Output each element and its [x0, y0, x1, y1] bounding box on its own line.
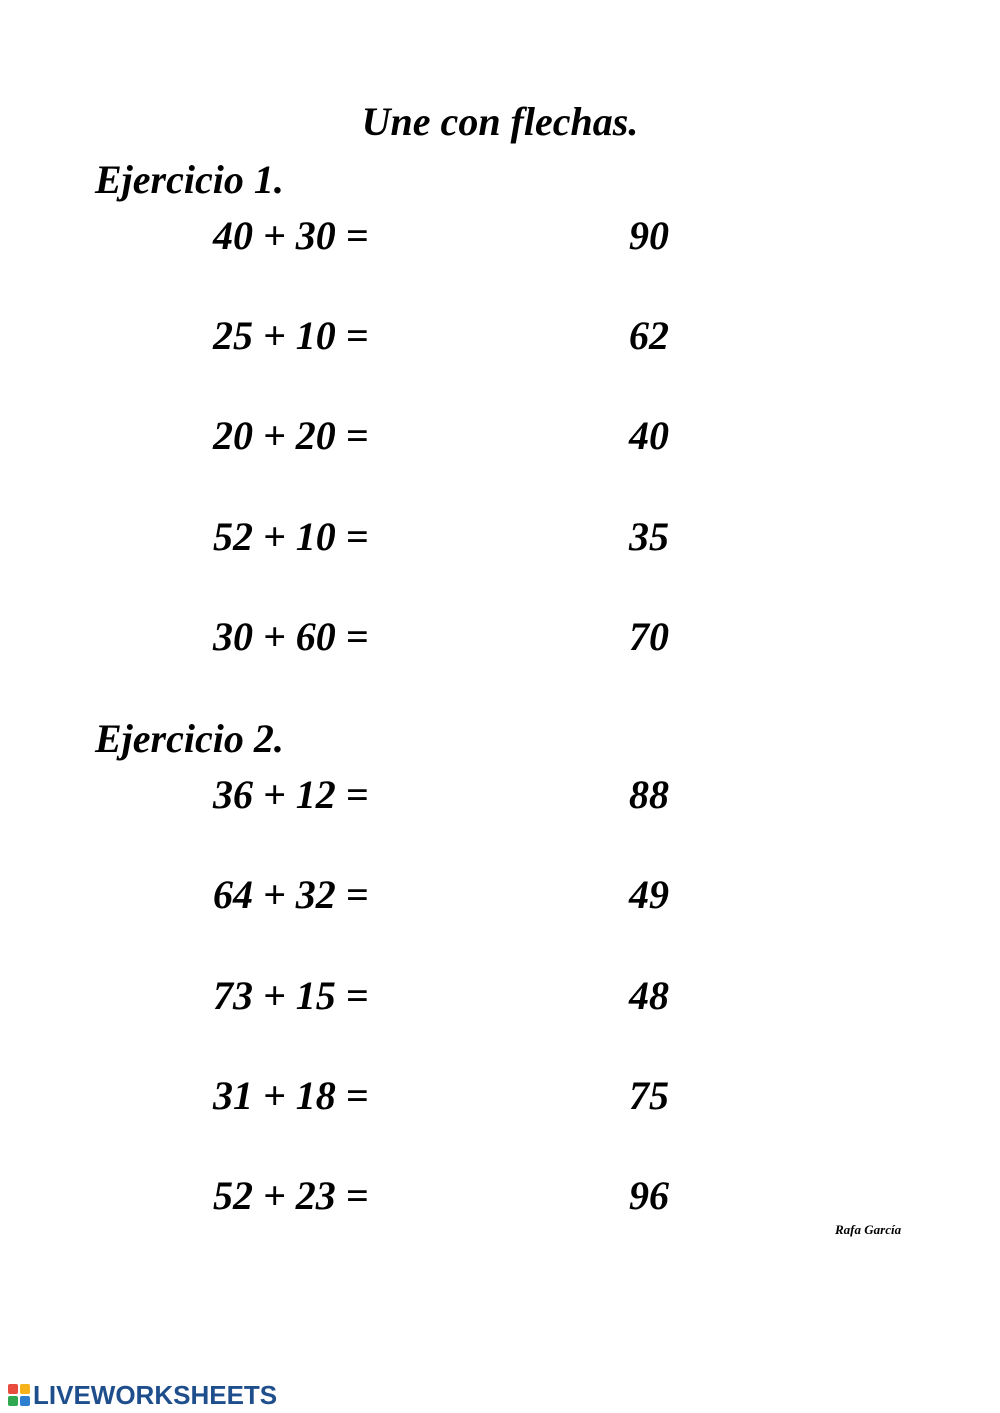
liveworksheets-logo[interactable]	[8, 1380, 277, 1410]
answer-option[interactable]: 62	[629, 313, 669, 358]
logo-square-red	[8, 1384, 18, 1394]
exercise-2-row-2	[0, 871, 1000, 919]
worksheet-title: Une con flechas.	[361, 99, 639, 144]
logo-text: LIVEWORKSHEETS	[33, 1380, 278, 1410]
expression[interactable]: 31 + 18 =	[213, 1073, 369, 1118]
answer-option[interactable]: 40	[629, 413, 669, 458]
author-credit: Rafa García	[835, 1222, 902, 1237]
expression[interactable]: 30 + 60 =	[213, 614, 369, 659]
exercise-2-heading: Ejercicio 2.	[95, 716, 284, 761]
expression[interactable]: 64 + 32 =	[213, 872, 369, 917]
expression[interactable]: 73 + 15 =	[213, 973, 369, 1018]
answer-option[interactable]: 35	[629, 514, 669, 559]
exercise-2-row-3	[0, 972, 1000, 1020]
logo-square-yellow	[20, 1384, 30, 1394]
exercise-1-row-3	[0, 412, 1000, 460]
expression[interactable]: 36 + 12 =	[213, 772, 369, 817]
liveworksheets-logo-icon	[8, 1384, 30, 1406]
exercise-1-row-1	[0, 212, 1000, 260]
exercise-1-row-5	[0, 613, 1000, 661]
answer-option[interactable]: 96	[629, 1173, 669, 1218]
exercise-1-row-2	[0, 312, 1000, 360]
exercise-1-heading: Ejercicio 1.	[95, 157, 284, 202]
expression[interactable]: 40 + 30 =	[213, 213, 369, 258]
answer-option[interactable]: 49	[629, 872, 669, 917]
exercise-2-row-1	[0, 771, 1000, 819]
exercise-2-row-4	[0, 1072, 1000, 1120]
answer-option[interactable]: 70	[629, 614, 669, 659]
answer-option[interactable]: 90	[629, 213, 669, 258]
logo-square-green	[8, 1396, 18, 1406]
exercise-1-row-4	[0, 513, 1000, 561]
expression[interactable]: 25 + 10 =	[213, 313, 369, 358]
answer-option[interactable]: 48	[629, 973, 669, 1018]
expression[interactable]: 20 + 20 =	[213, 413, 369, 458]
logo-square-blue	[20, 1396, 30, 1406]
exercise-2-row-5	[0, 1172, 1000, 1220]
answer-option[interactable]: 75	[629, 1073, 669, 1118]
expression[interactable]: 52 + 10 =	[213, 514, 369, 559]
answer-option[interactable]: 88	[629, 772, 669, 817]
expression[interactable]: 52 + 23 =	[213, 1173, 369, 1218]
